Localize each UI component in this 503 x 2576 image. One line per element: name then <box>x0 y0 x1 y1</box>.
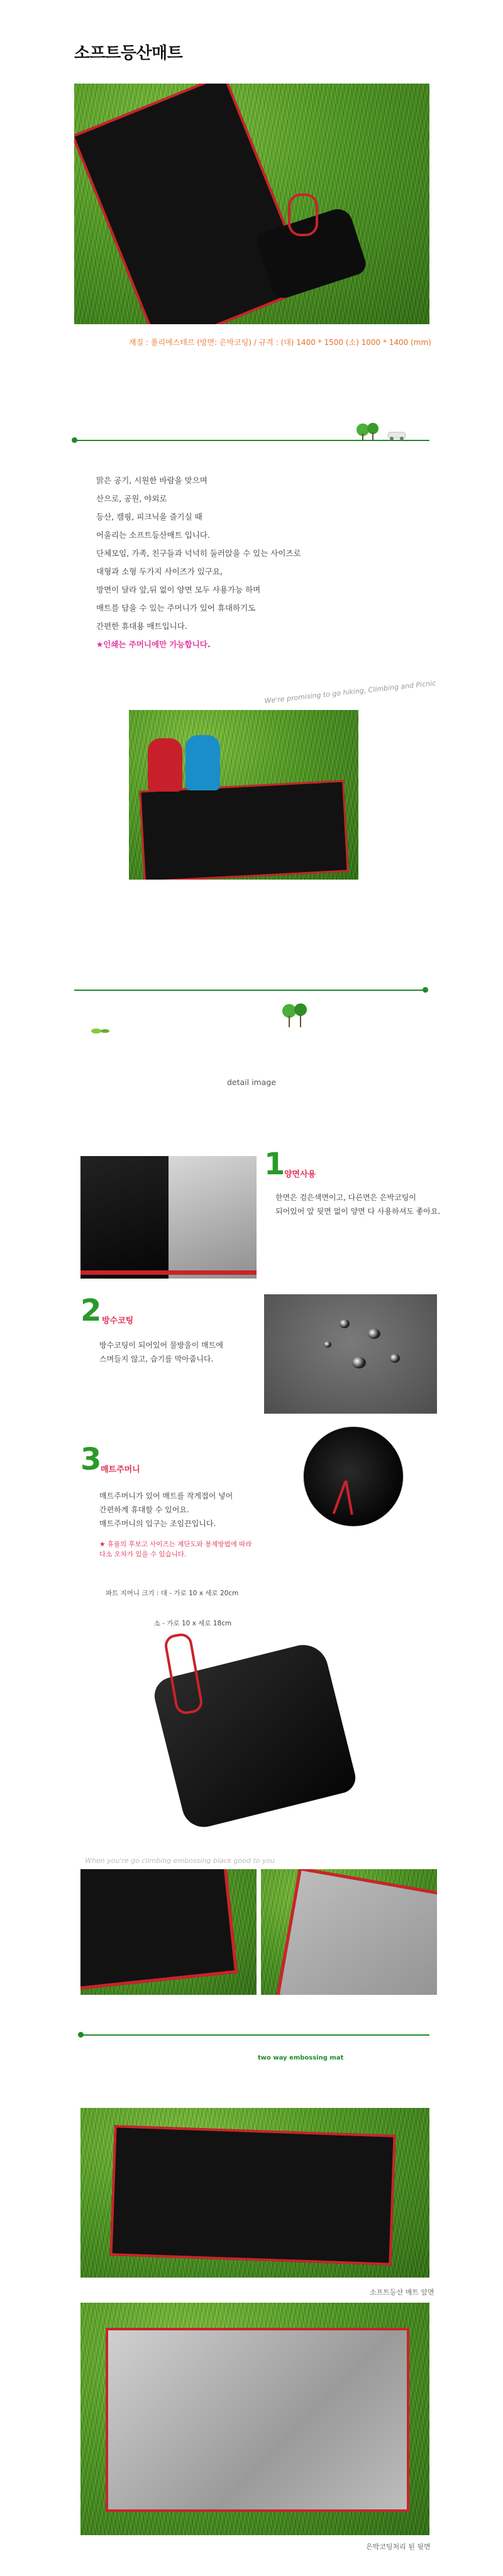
intro-line: 어울리는 소프트등산매트 입니다. <box>96 530 210 540</box>
script-caption: When you're go climbing embossing black good to you <box>85 1857 275 1865</box>
print-note: ★인쇄는 주머니에만 가능합니다. <box>96 640 211 649</box>
water-drop-photo <box>264 1294 437 1414</box>
script-caption: We're promising to go hiking, Climbing and Picnic <box>264 679 436 706</box>
corner-silver-photo <box>261 1869 437 1995</box>
feature-label: 매트주머니 <box>101 1465 140 1475</box>
intro-line: 단체모임, 가족, 친구들과 넉넉히 둘러앉을 수 있는 사이즈로 <box>96 548 301 558</box>
intro-line: 등산, 캠핑, 피크닉을 즐기실 때 <box>96 512 202 521</box>
black-mat-photo <box>80 2108 429 2278</box>
silver-mat-photo <box>80 2303 429 2535</box>
hero-photo <box>74 84 429 324</box>
feature-desc <box>99 1489 233 1531</box>
silver-side <box>169 1156 257 1279</box>
feature-desc-line: 되어있어 앞 뒷면 없이 양면 다 사용하셔도 좋아요. <box>275 1207 441 1216</box>
two-side-photo <box>80 1156 257 1279</box>
feature-desc-line: 간편하게 휴대할 수 있어요. <box>99 1505 189 1514</box>
intro-line: 방면이 달라 앞,뒤 없이 양면 모두 사용가능 하며 <box>96 585 261 594</box>
mat-corner <box>80 1869 238 1991</box>
section-divider <box>80 2034 429 2036</box>
feature-number: 2 <box>80 1293 102 1328</box>
intro-line: 매트를 담을 수 있는 주머니가 있어 휴대하기도 <box>96 603 256 613</box>
spread-mat <box>139 780 348 880</box>
divider-dot <box>72 437 77 443</box>
divider-dot <box>78 2032 84 2038</box>
intro-line: 대형과 소형 두가지 사이즈가 있구요, <box>96 567 223 576</box>
feature-desc-line: 매트주머니가 있어 매트를 작게접어 넣어 <box>99 1492 233 1500</box>
blue-backpack <box>185 735 220 790</box>
feature-desc <box>275 1191 440 1218</box>
water-drop <box>390 1354 400 1363</box>
spread-mat <box>106 2328 409 2512</box>
water-drop <box>368 1329 380 1339</box>
tree-icon <box>282 1002 308 1031</box>
spec-text: 재질 : 폴리에스테르 (방면: 은박코팅) / 규격 : (대) 1400 * 1500 (소) 1000 * 1400 (mm) <box>129 338 431 347</box>
corner-black-photo <box>80 1869 257 1995</box>
intro-text <box>96 471 301 653</box>
feature-number: 1 <box>264 1147 285 1182</box>
size-line: 파트 지머니 크기 : 대 - 가로 10 x 세로 20cm <box>106 1590 239 1597</box>
intro-line: 간편한 휴대용 매트입니다. <box>96 621 187 631</box>
pouch-strap <box>288 194 318 236</box>
silver-side-caption: 은박코팅처리 된 뒷면 <box>366 2543 431 2551</box>
pouch-closeup <box>303 1426 404 1527</box>
feature-desc-line: 한면은 검은색면이고, 다른면은 은박코팅이 <box>275 1193 416 1202</box>
drawstring <box>333 1481 347 1514</box>
page-title: 소프트등산매트 <box>74 44 183 63</box>
red-edge <box>80 1270 257 1275</box>
feature-desc <box>99 1338 223 1366</box>
feature-label: 방수코팅 <box>102 1316 134 1326</box>
size-line: 소 - 가로 10 x 세로 18cm <box>106 1620 232 1627</box>
detail-label: detail image <box>226 1078 277 1087</box>
section-divider <box>74 990 426 991</box>
pouch-size <box>106 1568 238 1639</box>
size-note <box>99 1539 252 1559</box>
black-side <box>80 1156 169 1279</box>
feature-desc-line: 매트주머니의 입구는 조임끈입니다. <box>99 1519 216 1528</box>
mat-corner <box>276 1869 437 1995</box>
note-line: ★ 휴품의 후보고 사이즈는 제단도와 봉제방법에 따라 <box>99 1541 252 1548</box>
intro-line: 맑은 공기, 시원한 바람을 맞으며 <box>96 476 207 485</box>
tree-icon <box>355 422 412 445</box>
feature-label: 양면사용 <box>284 1170 316 1179</box>
black-side-caption: 소프트등산 매트 앞면 <box>370 2288 434 2296</box>
drawstring <box>345 1480 353 1515</box>
red-backpack <box>148 738 182 792</box>
water-drop <box>340 1319 350 1328</box>
spread-mat <box>110 2125 396 2266</box>
feature-desc-line: 스며들지 않고, 습기를 막아줍니다. <box>99 1355 214 1363</box>
water-drop <box>324 1341 331 1348</box>
feature-number: 3 <box>80 1442 102 1477</box>
note-line: 다소 오차가 있을 수 있습니다. <box>99 1551 187 1558</box>
emboss-caption: two way embossing mat <box>258 2055 344 2061</box>
divider-dot <box>423 987 428 993</box>
leaf-icon <box>91 1025 110 1037</box>
pouch-photo <box>141 1634 362 1822</box>
feature-desc-line: 방수코팅이 되어있어 물방울이 매트에 <box>99 1341 223 1350</box>
backpack-photo <box>129 710 358 880</box>
intro-line: 산으로, 공원, 야외로 <box>96 494 167 503</box>
water-drop <box>352 1357 366 1368</box>
